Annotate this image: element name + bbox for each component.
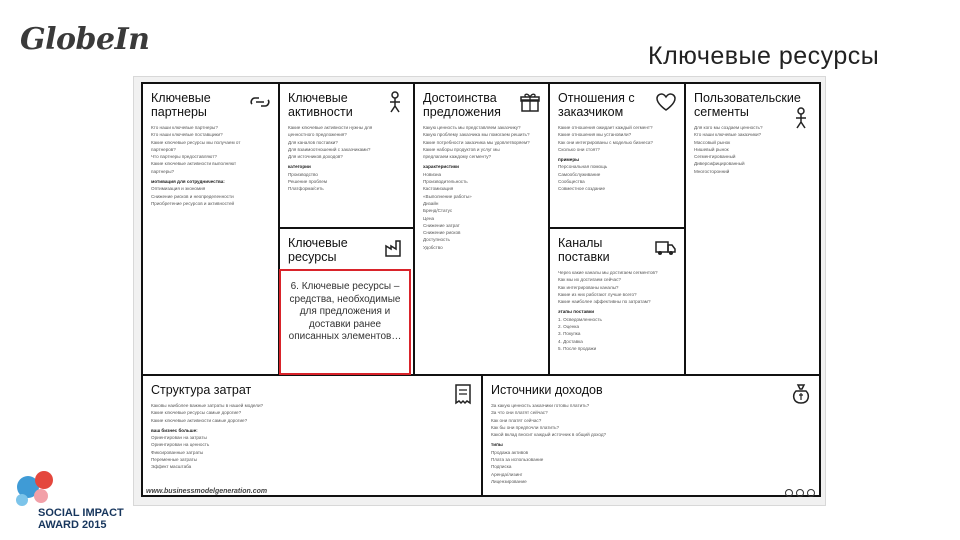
cc-icon (785, 489, 793, 497)
cell-question-line: Какие ключевые активности самые дорогие? (151, 417, 248, 423)
cell-question-line: Доступность (423, 237, 450, 243)
cell-question-line: Кто наши ключевые поставщики? (151, 132, 223, 138)
cell-question-line: Какие наборы продуктов и услуг мы (423, 146, 500, 152)
cell-question-line: Нишевый рынок (694, 146, 729, 152)
cell-question-line: Оптимизация и экономия (151, 186, 206, 192)
award-line-1: SOCIAL IMPACT (38, 507, 124, 519)
cell-title: Пользовательские сегменты (694, 91, 801, 119)
cell-question-line: партнеров? (151, 146, 176, 152)
cell-question-line: Кто наши ключевые заказчики? (694, 132, 762, 138)
cell-customer-segments (686, 84, 819, 376)
cell-question-line: Для кого мы создаем ценность? (694, 125, 763, 130)
cell-question-line: Лицензирование (491, 478, 527, 484)
cell-question-line: Какие ключевые ресурсы самые дорогие? (151, 410, 242, 416)
award-line-2: AWARD 2015 (38, 519, 107, 531)
cell-questions (423, 124, 542, 251)
cell-question-line: Сообщества (558, 179, 585, 185)
cell-title: Достоинства предложения (423, 91, 501, 119)
cell-question-line: Каковы наиболее важные затраты в нашей модели? (151, 403, 264, 408)
cell-question-line: Ориентирован на ценность (151, 442, 210, 448)
callout-key-resources: 6. Ключевые ресурсы – средства, необходимые для предложения и доставки ранее описанных элементов… (279, 269, 411, 375)
cell-question-line: Кто наши ключевые партнеры? (151, 125, 218, 130)
cell-title: Ключевые ресурсы (288, 236, 348, 264)
cell-question-line: Платформа/сеть (288, 186, 324, 192)
cell-questions (151, 124, 272, 207)
cell-question-line: «Выполнение работы» (423, 193, 472, 199)
cell-subheading: мотивация для сотрудничества: (151, 179, 225, 185)
cell-question-line: Совместное создание (558, 186, 606, 192)
cell-question-line: Какие наиболее эффективны по затратам? (558, 299, 651, 305)
truck-icon (654, 235, 678, 259)
cell-subheading: типы (491, 442, 503, 448)
cell-questions (151, 402, 475, 471)
cell-question-line: 4. Доставка (558, 338, 583, 344)
cell-question-line: 3. Покупка (558, 331, 581, 337)
cell-question-line: Для взаимоотношений с заказчиками? (288, 146, 371, 152)
cell-key-activities (280, 84, 415, 229)
cell-question-line: Какие потребности заказчика мы удовлетворяем? (423, 139, 530, 145)
cell-title: Структура затрат (151, 383, 252, 397)
cell-subheading: ваш бизнес больше: (151, 427, 198, 433)
cell-questions (558, 124, 678, 193)
cell-title: Ключевые активности (288, 91, 353, 119)
cell-question-line: предлагаем каждому сегменту? (423, 154, 492, 160)
cell-question-line: Производство (288, 171, 318, 177)
cell-question-line: За что они платят сейчас? (491, 410, 548, 416)
cell-title: Каналы поставки (558, 236, 610, 264)
cell-question-line: Какую ценность мы представляем заказчику? (423, 125, 521, 130)
cell-question-line: Приобретение ресурсов и активностей (151, 200, 235, 206)
cell-question-line: Для источников доходов? (288, 154, 343, 160)
cell-question-line: Как они платят сейчас? (491, 417, 542, 423)
license-icons (785, 489, 815, 497)
gift-icon (518, 90, 542, 114)
cell-question-line: Плата за использование (491, 457, 544, 463)
cell-questions (558, 269, 678, 352)
cell-title: Отношения с заказчиком (558, 91, 635, 119)
cell-question-line: Какие ключевые активности нужны для (288, 125, 373, 130)
cell-subheading: примеры (558, 157, 580, 163)
cell-question-line: Какие ключевые активности выполняют (151, 161, 237, 167)
business-model-canvas (133, 76, 826, 506)
cell-subheading: категории (288, 164, 311, 170)
cell-question-line: Подписка (491, 464, 512, 470)
cell-questions (288, 124, 407, 193)
cell-question-line: партнеры? (151, 168, 175, 174)
cell-question-line: Как интегрированы каналы? (558, 284, 619, 290)
person-icon (383, 90, 407, 114)
cell-question-line: Какие отношения мы установили? (558, 132, 632, 138)
cell-key-partners (143, 84, 280, 376)
cell-question-line: ценностного предложения? (288, 132, 347, 138)
cell-question-line: Ориентирован на затраты (151, 435, 207, 441)
cell-question-line: Какие из них работают лучше всего? (558, 291, 637, 297)
heart-icon (654, 90, 678, 114)
cell-question-line: Какие ключевые ресурсы мы получаем от (151, 139, 241, 145)
cell-question-line: Сегментированный (694, 154, 736, 160)
cell-question-line: Дизайн (423, 200, 439, 206)
cell-value-propositions (415, 84, 550, 376)
cell-questions (491, 402, 813, 485)
cell-question-line: Цена (423, 215, 435, 221)
cell-subheading: характеристики (423, 164, 459, 170)
cell-question-line: Переменные затраты (151, 457, 197, 463)
cell-customer-relationships (550, 84, 686, 229)
canvas-grid (141, 82, 821, 497)
cell-question-line: Производительность (423, 179, 468, 185)
cell-question-line: Какую проблему заказчика мы помогаем решить? (423, 132, 530, 138)
cell-question-line: 1. Осведомленность (558, 316, 602, 322)
link-icon (248, 90, 272, 114)
cell-question-line: Решение проблем (288, 179, 328, 185)
cell-question-line: Какие отношения ожидает каждый сегмент? (558, 125, 653, 130)
cell-title: Источники доходов (491, 383, 603, 397)
cell-question-line: Кастомизация (423, 186, 454, 192)
cell-question-line: Сколько они стоят? (558, 146, 600, 152)
cell-question-line: Новизна (423, 171, 442, 177)
cell-question-line: Через какие каналы мы достигаем сегментов? (558, 270, 658, 275)
award-text (38, 507, 124, 531)
cell-question-line: Для каналов поставки? (288, 139, 338, 145)
slide-title: Ключевые ресурсы (648, 42, 880, 70)
cell-question-line: Какой вклад вносит каждый источник в общий доход? (491, 432, 607, 438)
cell-question-line: Продажа активов (491, 449, 529, 455)
sa-icon (807, 489, 815, 497)
by-icon (796, 489, 804, 497)
globein-logo: GlobeIn (20, 22, 150, 57)
cell-question-line: Многосторонний (694, 168, 730, 174)
cell-question-line: Снижение рисков и неопределенности (151, 193, 234, 199)
cell-question-line: Как они интегрированы с моделью бизнеса? (558, 139, 653, 145)
cell-question-line: Снижение затрат (423, 222, 460, 228)
cell-question-line: Эффект масштаба (151, 464, 192, 470)
footer-url: www.businessmodelgeneration.com (146, 488, 268, 495)
cell-question-line: Как мы их достигаем сейчас? (558, 277, 621, 283)
cell-question-line: Бренд/Статус (423, 208, 453, 214)
cell-question-line: Массовый рынок (694, 139, 731, 145)
cell-question-line: За какую ценность заказчики готовы платить? (491, 403, 590, 408)
factory-icon (383, 235, 407, 259)
cell-subheading: этапы поставки (558, 309, 595, 315)
cell-question-line: Как бы они предпочли платить? (491, 424, 560, 430)
cell-channels (550, 229, 686, 376)
cell-questions (694, 124, 813, 175)
cell-cost-structure (143, 376, 483, 495)
cell-question-line: Самообслуживание (558, 171, 601, 177)
cell-question-line: Аренда/лизинг (491, 471, 523, 477)
cell-question-line: Что партнеры предоставляют? (151, 154, 217, 160)
cell-question-line: Фиксированные затраты (151, 449, 204, 455)
cell-revenue-streams (483, 376, 819, 495)
cell-question-line: 2. Оценка (558, 324, 580, 330)
cell-question-line: Снижение рисков (423, 230, 461, 236)
cell-question-line: Диверсифицированный (694, 161, 745, 167)
cell-question-line: 5. После продажи (558, 345, 597, 351)
cell-title: Ключевые партнеры (151, 91, 211, 119)
cell-question-line: Удобство (423, 244, 443, 250)
cell-question-line: Персональная помощь (558, 164, 608, 170)
